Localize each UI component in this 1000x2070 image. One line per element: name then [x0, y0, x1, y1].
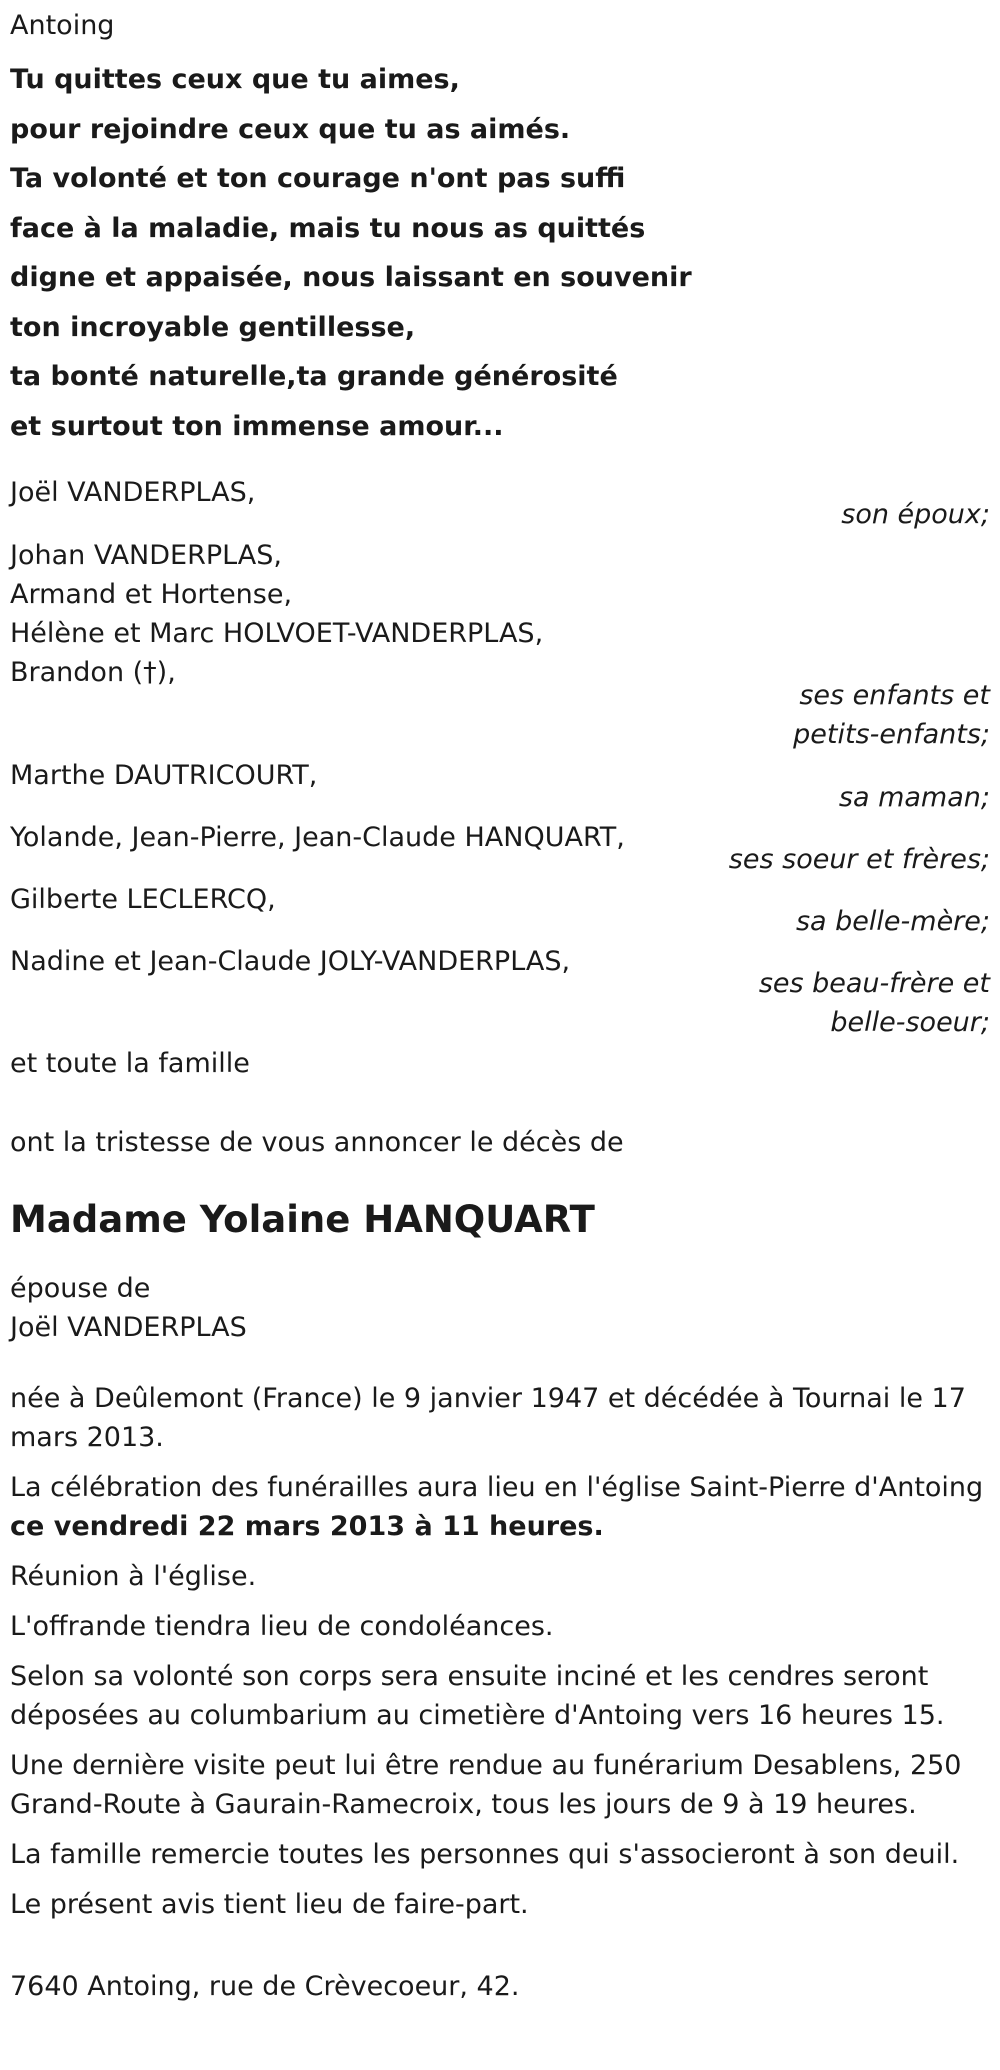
family-closing [10, 1044, 990, 1083]
family-relation: sa maman; [838, 782, 990, 813]
detail-paragraph: La famille remercie toutes les personnes qui s'associeront à son deuil. [10, 1839, 960, 1870]
family-name: Nadine et Jean-Claude JOLY-VANDERPLAS, [10, 946, 571, 977]
poem-line: ta bonté naturelle,ta grande générosité [10, 361, 618, 392]
family-group-mother [10, 756, 990, 818]
family-name: Joël VANDERPLAS, [10, 477, 256, 508]
poem-line: Tu quittes ceux que tu aimes, [10, 64, 460, 95]
family-name: Brandon (†), [10, 657, 176, 688]
obituary-notice [10, 6, 990, 2006]
family-name: Armand et Hortense, [10, 579, 293, 610]
family-name: Marthe DAUTRICOURT, [10, 760, 318, 791]
announcement: ont la tristesse de vous annoncer le décès de [10, 1127, 624, 1158]
poem [10, 55, 990, 451]
family-list [10, 473, 990, 1083]
family-group-children [10, 536, 990, 756]
family-relation: petits-enfants; [793, 719, 990, 750]
detail-paragraph: Le présent avis tient lieu de faire-part. [10, 1889, 529, 1920]
spouse-name: Joël VANDERPLAS [10, 1312, 247, 1343]
family-relation: sa belle-mère; [795, 906, 990, 937]
family-group-siblings [10, 818, 990, 880]
family-relation: belle-soeur; [830, 1007, 990, 1038]
family-group-spouse [10, 473, 990, 536]
ceremony-date: ce vendredi 22 mars 2013 à 11 heures. [10, 1511, 604, 1542]
poem-line: pour rejoindre ceux que tu as aimés. [10, 113, 571, 145]
town-name: Antoing [10, 10, 115, 41]
family-name: Johan VANDERPLAS, [10, 540, 282, 571]
family-relation: ses soeur et frères; [728, 844, 990, 875]
detail-paragraph: Une dernière visite peut lui être rendue au funérarium Desablens, 250 Grand-Route à Gaurain-Ramecroix, tous les jours de 9 à 19 heures. [10, 1750, 962, 1820]
family-relation: ses enfants et [799, 680, 990, 711]
ceremony-info [10, 1468, 990, 1546]
family-relation: ses beau-frère et [758, 968, 990, 999]
ceremony-text: La célébration des funérailles aura lieu en l'église Saint-Pierre d'Antoing [10, 1472, 984, 1503]
family-group-in-laws [10, 942, 990, 1044]
poem-line: ton incroyable gentillesse, [10, 311, 416, 343]
detail-paragraph: Selon sa volonté son corps sera ensuite inciné et les cendres seront déposées au columbarium au cimetière d'Antoing vers 16 heures 15. [10, 1661, 945, 1731]
deceased-name: Madame Yolaine HANQUART [10, 1198, 595, 1241]
poem-line: face à la maladie, mais tu nous as quittés [10, 212, 646, 244]
family-name: Yolande, Jean-Pierre, Jean-Claude HANQUART, [10, 822, 625, 853]
detail-paragraph: L'offrande tiendra lieu de condoléances. [10, 1611, 554, 1642]
family-name: Gilberte LECLERCQ, [10, 884, 276, 915]
address: 7640 Antoing, rue de Crèvecoeur, 42. [10, 1971, 520, 2002]
family-name: Hélène et Marc HOLVOET-VANDERPLAS, [10, 618, 544, 649]
family-group-mother-in-law [10, 880, 990, 942]
spouse-label: épouse de [10, 1273, 151, 1304]
family-relation: son époux; [841, 499, 990, 530]
family-closing-text: et toute la famille [10, 1048, 250, 1079]
poem-line: et surtout ton immense amour... [10, 410, 504, 442]
poem-line: Ta volonté et ton courage n'ont pas suffi [10, 163, 626, 194]
detail-paragraph: Réunion à l'église. [10, 1561, 257, 1592]
poem-line: digne et appaisée, nous laissant en souvenir [10, 262, 692, 293]
birth-death-info: née à Deûlemont (France) le 9 janvier 1947 et décédée à Tournai le 17 mars 2013. [10, 1383, 966, 1453]
